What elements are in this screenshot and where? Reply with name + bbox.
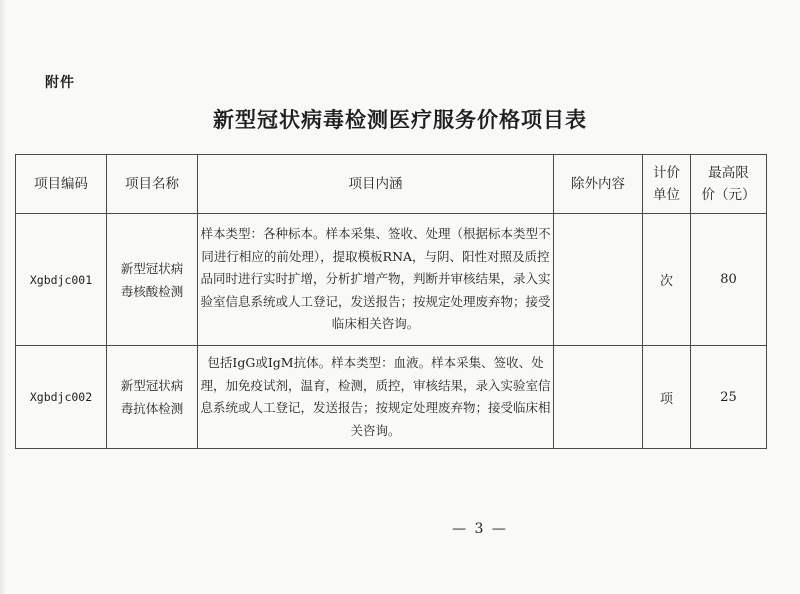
header-price <box>691 155 767 214</box>
attachment-label: 附件 <box>45 75 75 91</box>
table-row <box>16 346 767 449</box>
row-exclusions <box>554 214 643 346</box>
header-exclusions: 除外内容 <box>554 155 643 214</box>
header-content: 项目内涵 <box>198 155 554 214</box>
row-exclusions <box>554 346 643 449</box>
row-name <box>107 346 198 449</box>
header-unit <box>643 155 691 214</box>
row-code: Xgbdjc001 <box>16 214 107 346</box>
header-code: 项目编码 <box>16 155 107 214</box>
row-content: 样本类型：各种标本。样本采集、签收、处理（根据标本类型不同进行相应的前处理），提取模板RNA，与阴、阳性对照及质控品同时进行实时扩增，分析扩增产物，判断并审核结果，录入实验室信息系统或人工登记，发送报告；按规定处理废弃物；接受临床相关咨询。 <box>198 214 554 346</box>
page-number: — 3 — <box>452 521 508 537</box>
scan-edge <box>0 0 6 594</box>
row-name-line2: 毒核酸检测 <box>120 283 184 299</box>
row-price: 25 <box>691 346 767 449</box>
row-name <box>107 214 198 346</box>
row-price: 80 <box>691 214 767 346</box>
row-unit: 次 <box>643 214 691 346</box>
table-row <box>16 214 767 346</box>
price-items-table <box>15 154 767 449</box>
header-unit-line2: 单位 <box>653 187 680 203</box>
row-code: Xgbdjc002 <box>16 346 107 449</box>
row-name-line1: 新型冠状病 <box>120 378 184 393</box>
header-price-line1: 最高限 <box>708 165 749 181</box>
document-title: 新型冠状病毒检测医疗服务价格项目表 <box>213 107 587 132</box>
header-price-line2: 价（元） <box>701 187 756 203</box>
header-name: 项目名称 <box>107 155 198 214</box>
row-name-line1: 新型冠状病 <box>120 260 184 276</box>
header-unit-line1: 计价 <box>653 165 680 181</box>
row-content: 包括IgG或IgM抗体。样本类型：血液。样本采集、签收、处理，加免疫试剂，温育，检测，质控，审核结果，录入实验室信息系统或人工登记，发送报告；按规定处理废弃物；接受临床相关咨询。 <box>198 346 554 449</box>
table-header-row <box>16 155 767 214</box>
row-unit: 项 <box>643 346 691 449</box>
row-name-line2: 毒抗体检测 <box>120 401 184 416</box>
